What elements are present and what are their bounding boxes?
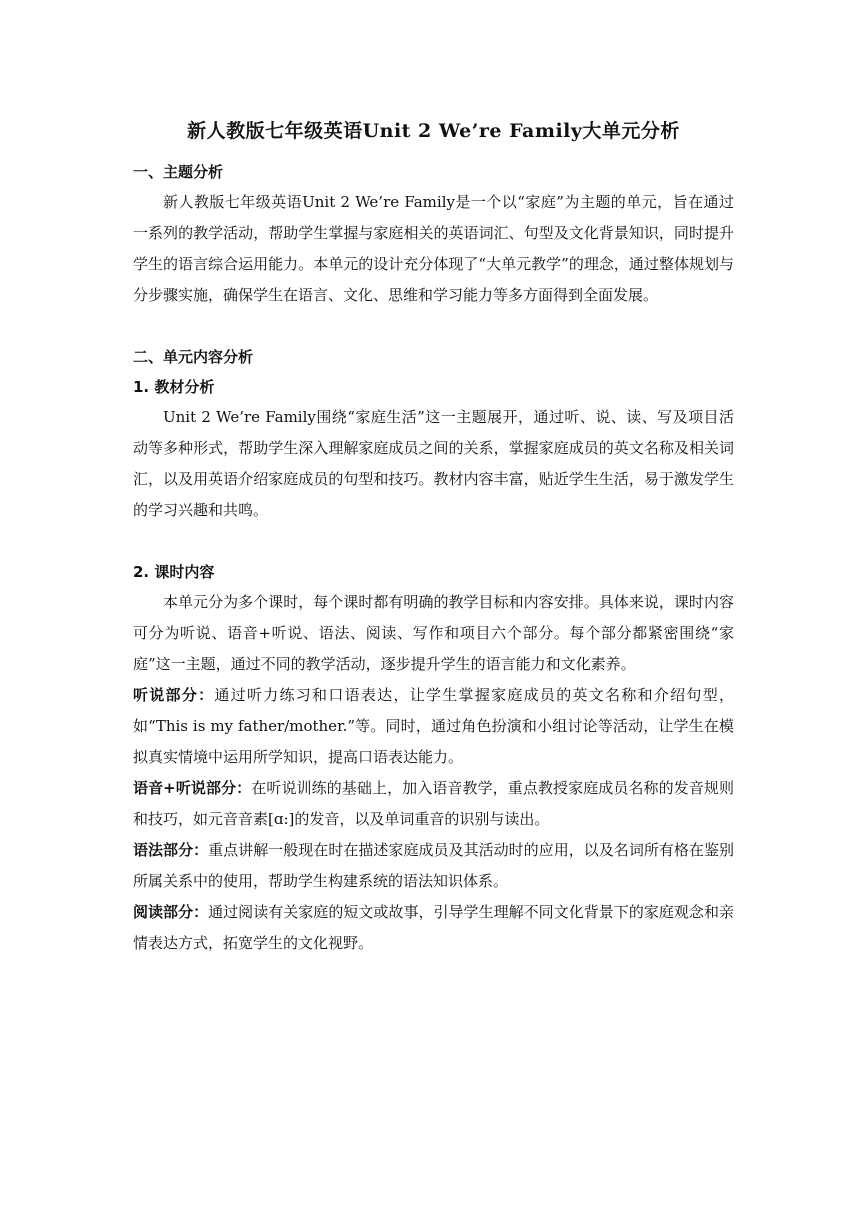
list-item bbox=[133, 835, 734, 897]
item-label: 听说部分： bbox=[133, 686, 215, 704]
document-title: 新人教版七年级英语Unit 2 We’re Family大单元分析 bbox=[187, 120, 680, 142]
item-label: 阅读部分： bbox=[133, 903, 209, 921]
item-text: 通过听力练习和口语表达，让学生掌握家庭成员的英文名称和介绍句型，如“This is my father/mother.”等。同时，通过角色扮演和小组讨论等活动，让学生在模拟真实情境中运用所学知识，提高口语表达能力。 bbox=[133, 686, 734, 766]
item-text: 通过阅读有关家庭的短文或故事，引导学生理解不同文化背景下的家庭观念和亲情表达方式，拓宽学生的文化视野。 bbox=[133, 903, 734, 952]
item-text: 在听说训练的基础上，加入语音教学，重点教授家庭成员名称的发音规则和技巧，如元音音素[ɑ:]的发音，以及单词重音的识别与读出。 bbox=[133, 779, 734, 828]
spacer bbox=[133, 526, 734, 557]
subsection-heading: 2. 课时内容 bbox=[133, 563, 215, 581]
list-item bbox=[133, 897, 734, 959]
section-theme-analysis bbox=[133, 157, 734, 311]
paragraph: 本单元分为多个课时，每个课时都有明确的教学目标和内容安排。具体来说，课时内容可分为听说、语音+听说、语法、阅读、写作和项目六个部分。每个部分都紧密围绕“家庭”这一主题，通过不同的教学活动，逐步提升学生的语言能力和文化素养。 bbox=[133, 593, 734, 673]
item-label: 语法部分： bbox=[133, 841, 209, 859]
list-item bbox=[133, 680, 734, 773]
item-label: 语音+听说部分： bbox=[133, 779, 252, 797]
subsection-heading: 1. 教材分析 bbox=[133, 378, 215, 396]
list-item bbox=[133, 773, 734, 835]
section-heading: 一、主题分析 bbox=[133, 163, 224, 181]
section-heading: 二、单元内容分析 bbox=[133, 348, 254, 366]
item-text: 重点讲解一般现在时在描述家庭成员及其活动时的应用，以及名词所有格在鉴别所属关系中的使用，帮助学生构建系统的语法知识体系。 bbox=[133, 841, 734, 890]
section-unit-content bbox=[133, 342, 734, 959]
paragraph: Unit 2 We’re Family围绕“家庭生活”这一主题展开，通过听、说、读、写及项目活动等多种形式，帮助学生深入理解家庭成员之间的关系，掌握家庭成员的英文名称及相关词汇，以及用英语介绍家庭成员的句型和技巧。教材内容丰富，贴近学生生活，易于激发学生的学习兴趣和共鸣。 bbox=[133, 408, 734, 519]
spacer bbox=[133, 311, 734, 342]
paragraph: 新人教版七年级英语Unit 2 We’re Family是一个以“家庭”为主题的单元，旨在通过一系列的教学活动，帮助学生掌握与家庭相关的英语词汇、句型及文化背景知识，同时提升学生的语言综合运用能力。本单元的设计充分体现了“大单元教学”的理念，通过整体规划与分步骤实施，确保学生在语言、文化、思维和学习能力等多方面得到全面发展。 bbox=[133, 193, 734, 304]
